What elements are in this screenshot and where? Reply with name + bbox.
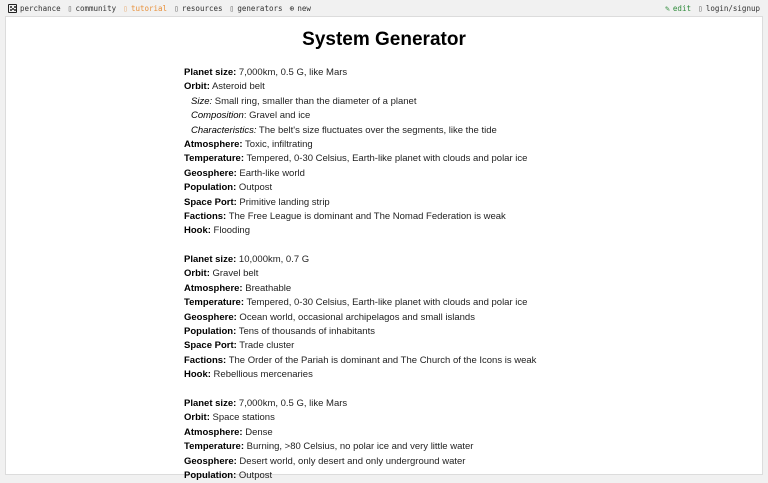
nav-perchance[interactable] [8,4,61,13]
list-icon: ▯ [229,3,235,13]
system-attribute [184,224,604,238]
attribute-value: Breathable [242,282,292,294]
attribute-key: Geosphere: [184,167,237,179]
attribute-value: Trade cluster [236,340,295,352]
system-attribute [184,152,604,166]
nav-label: login/signup [705,3,760,13]
book-icon: ▯ [123,3,128,13]
system-attribute [184,311,604,325]
attribute-value: The Order of the Pariah is dominant and The Church of the Icons is weak [226,354,537,366]
nav-right [665,4,760,13]
system-attribute [184,426,604,440]
attribute-value: Earth-like world [236,167,305,179]
people-icon: ▯ [67,3,73,13]
nav-generators[interactable] [230,4,283,13]
attribute-key: Atmosphere: [184,138,243,150]
system-separator [184,239,604,253]
attribute-key: Size: [191,95,213,107]
user-icon: ▯ [697,3,703,13]
folder-icon: ▯ [174,3,179,13]
attribute-value: The belt's size fluctuates over the segments, like the tide [256,124,497,136]
attribute-value: Tempered, 0-30 Celsius, Earth-like planet with clouds and polar ice [244,153,528,165]
system-sub-attribute [184,95,604,109]
system-block [184,397,604,483]
attribute-key: Atmosphere: [184,282,243,294]
attribute-value: Primitive landing strip [236,196,330,208]
attribute-key: Factions: [184,210,227,222]
system-attribute [184,368,604,382]
attribute-value: Burning, >80 Celsius, no polar ice and very little water [244,441,474,453]
attribute-key: Temperature: [184,153,245,165]
system-attribute [184,210,604,224]
attribute-value: 10,000km, 0.7 G [236,254,310,266]
nav-login-signup[interactable] [698,4,760,13]
nav-new[interactable] [290,4,311,13]
nav-tutorial[interactable] [123,4,167,13]
attribute-key: Hook: [184,225,211,237]
system-attribute [184,282,604,296]
attribute-value: Rebellious mercenaries [210,369,313,381]
nav-left [8,4,311,13]
attribute-value: Space stations [209,412,275,424]
attribute-key: Space Port: [184,196,237,208]
nav-label: generators [237,3,283,13]
nav-label: perchance [20,3,61,13]
attribute-key: Factions: [184,354,227,366]
attribute-key: Population: [184,326,237,338]
attribute-value: 7,000km, 0.5 G, like Mars [236,67,348,78]
attribute-key: Temperature: [184,441,245,453]
system-attribute [184,167,604,181]
attribute-key: Geosphere: [184,455,237,467]
attribute-value: Gravel belt [209,268,259,280]
attribute-value: Desert world, only desert and only underground water [236,455,466,467]
system-attribute [184,397,604,411]
attribute-value: Toxic, infiltrating [242,138,313,150]
nav-label: tutorial [130,3,168,13]
attribute-key: Planet size: [184,254,237,266]
attribute-value: Outpost [236,469,273,481]
nav-edit[interactable] [665,4,691,13]
attribute-key: Planet size: [184,67,237,78]
attribute-value: Flooding [210,225,251,237]
system-attribute [184,440,604,454]
attribute-key: Temperature: [184,297,245,309]
nav-resources[interactable] [174,4,222,13]
system-block [184,253,604,383]
nav-label: community [75,3,117,13]
system-attribute [184,411,604,425]
system-block [184,66,604,239]
system-attribute [184,339,604,353]
attribute-value: Tempered, 0-30 Celsius, Earth-like planet with clouds and polar ice [244,297,528,309]
system-sub-attribute [184,109,604,123]
system-sub-attribute [184,124,604,138]
attribute-key: Orbit: [184,268,210,280]
system-attribute [184,469,604,483]
system-attribute [184,253,604,267]
attribute-key: Population: [184,182,237,194]
attribute-value: Outpost [236,182,273,194]
system-attribute [184,138,604,152]
generator-output-frame [5,16,763,481]
dice-icon [8,4,17,13]
system-separator [184,383,604,397]
nav-community[interactable] [68,4,116,13]
system-attribute [184,296,604,310]
system-attribute [184,66,604,80]
system-attribute [184,354,604,368]
top-navigation-bar [0,0,768,16]
nav-label: new [297,3,311,13]
system-attribute [184,325,604,339]
attribute-key: Atmosphere: [184,426,243,438]
attribute-key: Orbit: [184,412,210,424]
attribute-value: Asteroid belt [209,81,265,93]
attribute-key: Orbit: [184,81,210,93]
attribute-key: Planet size: [184,397,237,409]
plus-circle-icon: ⊕ [289,3,295,13]
attribute-value: 7,000km, 0.5 G, like Mars [236,397,348,409]
page-title: System Generator [302,29,466,50]
pencil-icon: ✎ [665,3,670,13]
system-attribute [184,80,604,94]
attribute-value: Dense [242,426,273,438]
nav-label: edit [672,3,691,13]
nav-label: resources [181,3,223,13]
attribute-value: : Gravel and ice [243,110,311,122]
attribute-value: Small ring, smaller than the diameter of a planet [212,95,417,107]
attribute-key: Space Port: [184,340,237,352]
attribute-key: Characteristics: [191,124,257,136]
attribute-value: Ocean world, occasional archipelagos and small islands [236,311,475,323]
system-attribute [184,181,604,195]
system-attribute [184,196,604,210]
attribute-key: Population: [184,469,237,481]
generated-systems [184,66,604,483]
system-attribute [184,267,604,281]
attribute-value: Tens of thousands of inhabitants [236,326,375,338]
attribute-key: Composition [191,110,244,122]
attribute-key: Geosphere: [184,311,237,323]
attribute-value: The Free League is dominant and The Nomad Federation is weak [226,210,506,222]
attribute-key: Hook: [184,369,211,381]
system-attribute [184,455,604,469]
